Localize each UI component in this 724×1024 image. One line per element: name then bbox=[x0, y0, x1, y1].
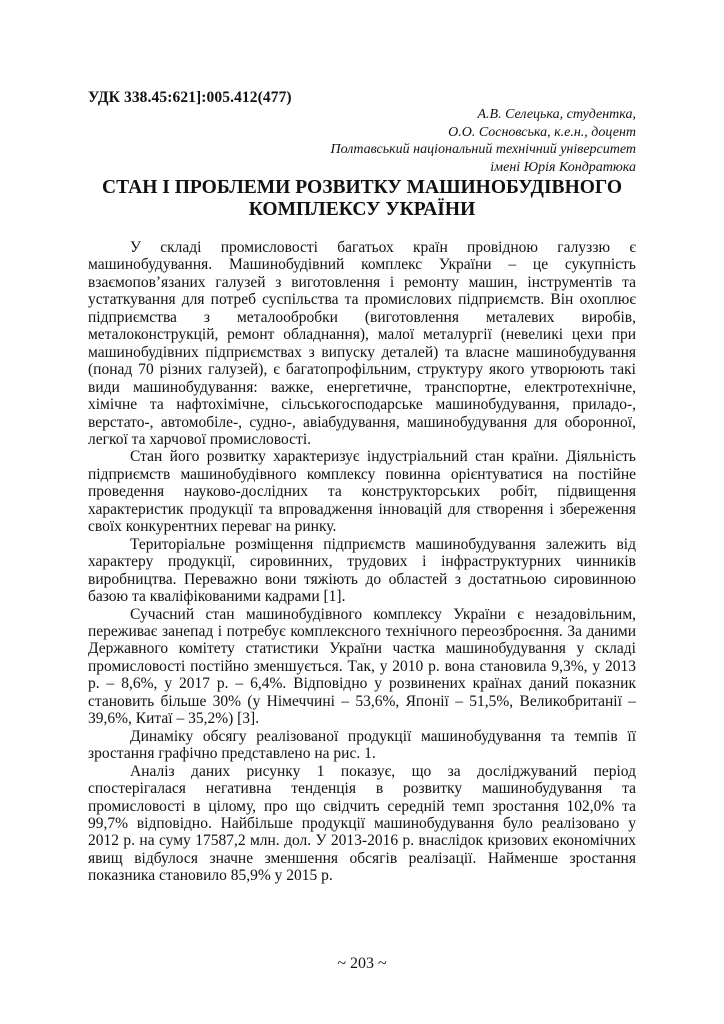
affiliation-line-1: Полтавський національний технічний університет bbox=[330, 142, 636, 157]
body-text bbox=[88, 239, 636, 885]
author-line-2: О.О. Сосновська, к.е.н., доцент bbox=[448, 124, 636, 140]
affiliation-line-2: імені Юрія Кондратюка bbox=[490, 159, 636, 175]
udc-code: УДК 338.45:621]:005.412(477) bbox=[88, 89, 292, 106]
title-line-2: КОМПЛЕКСУ УКРАЇНИ bbox=[248, 199, 476, 220]
author-block bbox=[331, 106, 637, 176]
title-line-1: СТАН І ПРОБЛЕМИ РОЗВИТКУ МАШИНОБУДІВНОГО bbox=[102, 177, 622, 198]
paragraph: Територіальне розміщення підприємств машинобудування залежить від характеру продукції, сировинних, трудових і інфраструктурних чинників виробництва. Переважно вони тяжіють до областей з достатньою сировинною базою та кваліфікованими кадрами [1]. bbox=[88, 535, 636, 606]
paragraph: У складі промисловості багатьох країн провідною галуззю є машинобудування. Машинобудівний комплекс України – це сукупність взаємопов’язаних галузей з виготовлення і ремонту машин, інструментів та устаткування для потреб суспільства та промислових підприємств. Він охоплює підприємства з металообробки (виготовлення металевих виробів, металоконструкцій, ремонт обладнання), малої металургії (невеликі цехи при машинобудівних підприємствах з випуску деталей) та власне машинобудування (понад 70 різних галузей), є багатопрофільним, структуру якого утворюють такі види машинобудування: важке, енергетичне, транспортне, електротехнічне, хімічне та нафтохімічне, сільськогосподарське машинобудування, приладо-, верстато-, автомобіле-, судно-, авіабудування, машинобудування для оборонної, легкої та харчової промисловості. bbox=[88, 239, 636, 448]
paragraph: Аналіз даних рисунку 1 показує, що за досліджуваний період спостерігалася негативна тенденція в розвитку машинобудування та промисловості в цілому, про що свідчить середній темп зростання 102,0% та 99,7% відповідно. Найбільше продукції машинобудування було реалізовано у 2012 р. на суму 17587,2 млн. дол. У 2013-2016 р. внаслідок кризових економічних явищ відбулося значне зменшення обсягів реалізації. Найменше зростання показника становило 85,9% у 2015 р. bbox=[88, 762, 636, 885]
paragraph: Стан його розвитку характеризує індустріальний стан країни. Діяльність підприємств машинобудівного комплексу повинна орієнтуватися на постійне проведення науково-дослідних та конструкторських робіт, підвищення характеристик продукції та впровадження інновацій для створення і збереження своїх конкурентних переваг на ринку. bbox=[88, 448, 636, 536]
paragraph: Сучасний стан машинобудівного комплексу України є незадовільним, переживає занепад і потребує комплексного технічного переозброєння. За даними Державного комітету статистики України частка машинобудування у складі промисловості постійно зменшується. Так, у 2010 р. вона становила 9,3%, у 2013 р. – 8,6%, у 2017 р. – 6,4%. Відповідно у розвинених країнах даний показник становить більше 30% (у Німеччині – 53,6%, Японії – 51,5%, Великобританії – 39,6%, Китаї – 35,2%) [3]. bbox=[88, 605, 636, 728]
page-number: ~ 203 ~ bbox=[337, 955, 387, 972]
paper-title bbox=[88, 177, 636, 221]
paragraph: Динаміку обсягу реалізованої продукції машинобудування та темпів її зростання графічно представлено на рис. 1. bbox=[88, 727, 636, 763]
author-line-1: А.В. Селецька, студентка, bbox=[477, 107, 636, 122]
